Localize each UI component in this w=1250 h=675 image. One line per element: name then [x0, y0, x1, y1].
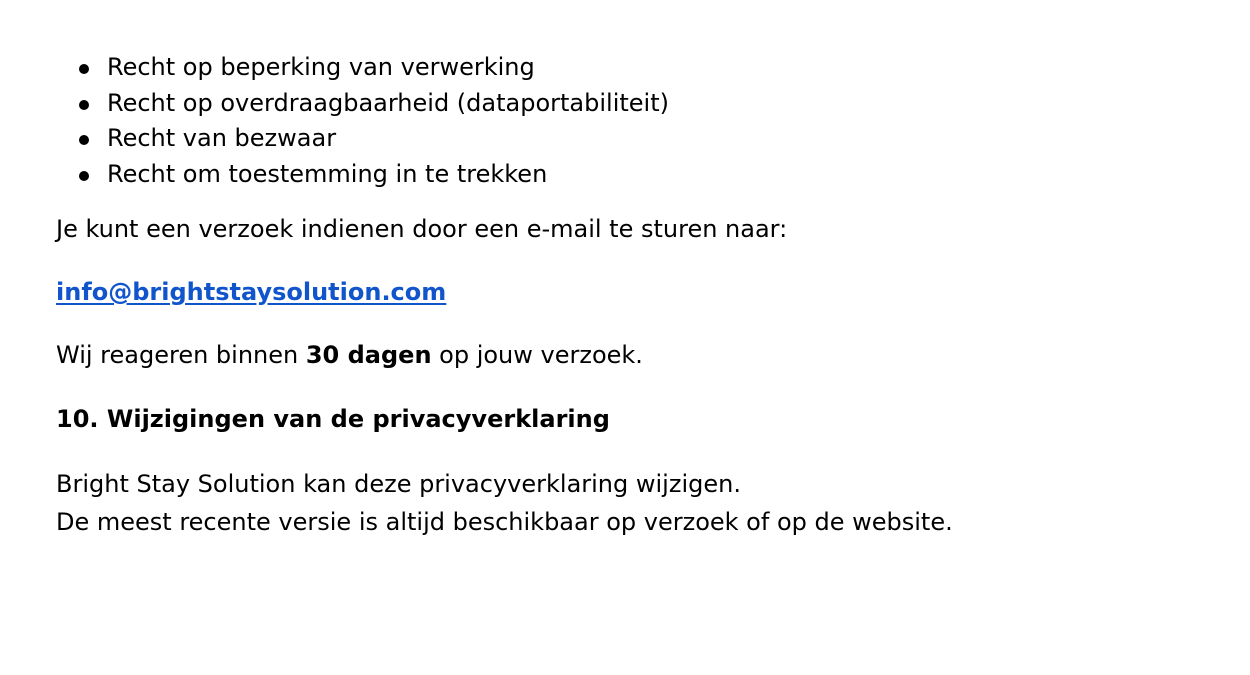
- list-item-label: Recht van bezwaar: [107, 124, 337, 152]
- list-item: [56, 121, 1250, 157]
- list-item-label: Recht om toestemming in te trekken: [107, 159, 548, 188]
- list-item: [56, 50, 1250, 86]
- list-item: [56, 157, 1250, 193]
- bullet-icon: [79, 171, 89, 181]
- response-text-after: op jouw verzoek.: [431, 341, 643, 369]
- list-item-label: Recht op beperking van verwerking: [107, 53, 535, 81]
- bullet-icon: [79, 64, 89, 74]
- response-text-before: Wij reageren binnen: [56, 341, 306, 369]
- changes-line-1: Bright Stay Solution kan deze privacyverklaring wijzigen.: [56, 470, 741, 498]
- response-deadline: 30 dagen: [305, 341, 432, 369]
- email-paragraph: [56, 274, 1250, 310]
- list-item-label: Recht op overdraagbaarheid (dataportabiliteit): [107, 88, 669, 117]
- bullet-icon: [79, 100, 89, 110]
- rights-list: [56, 0, 1250, 192]
- request-paragraph: Je kunt een verzoek indienen door een e-mail te sturen naar:: [56, 215, 788, 243]
- changes-paragraph: [56, 465, 1250, 541]
- email-link[interactable]: info@brightstaysolution.com: [56, 278, 447, 306]
- bullet-icon: [79, 135, 89, 145]
- section-heading: 10. Wijzigingen van de privacyverklaring: [56, 405, 610, 433]
- changes-line-2: De meest recente versie is altijd beschikbaar op verzoek of op de website.: [56, 508, 953, 536]
- response-paragraph: [56, 337, 1250, 373]
- list-item: [56, 86, 1250, 122]
